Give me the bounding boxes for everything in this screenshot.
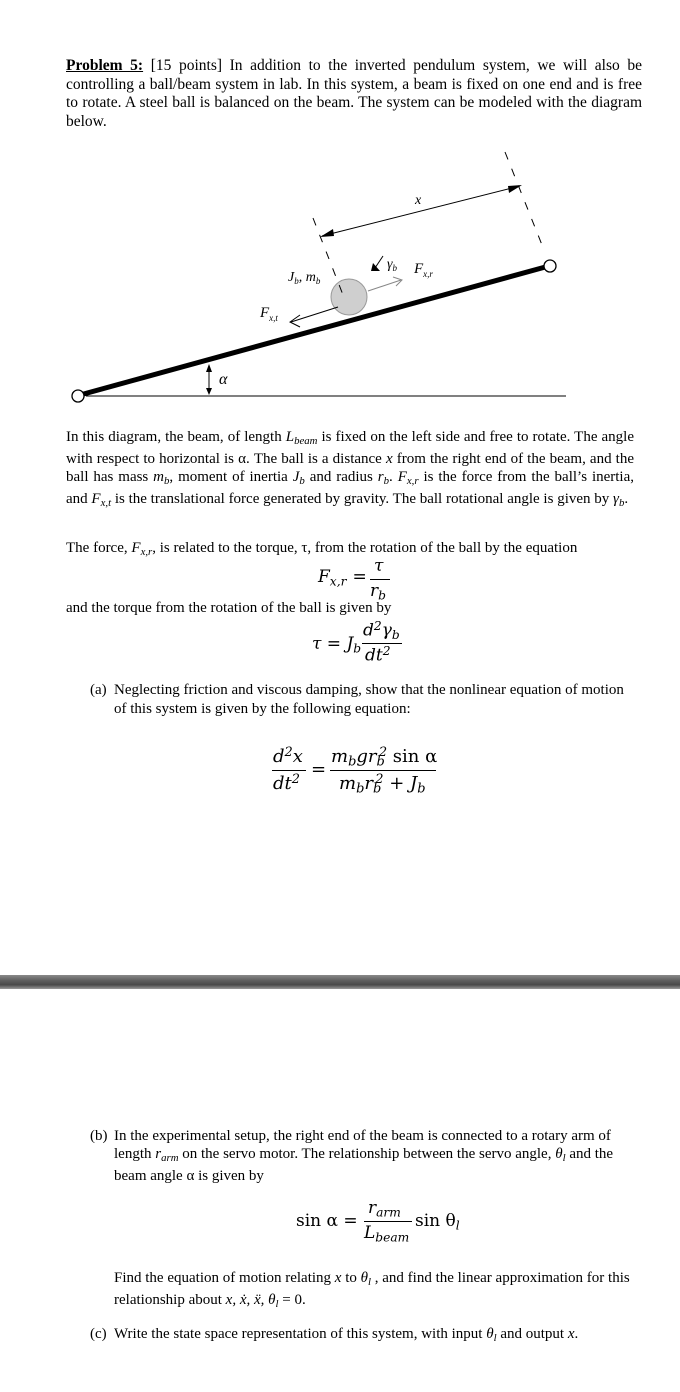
desc-mb: m xyxy=(153,469,165,486)
desc-fxr: F xyxy=(397,469,407,486)
desc-text-5: and radius xyxy=(304,469,378,486)
eq3-dt: dt xyxy=(273,772,292,794)
desc-text-8: is the translational force generated by gravity. The ball rotational angle is given by xyxy=(111,491,614,508)
eq3-dm-sub: b xyxy=(356,781,365,797)
eq4-denominator xyxy=(364,1223,409,1245)
eq2-tau-j: τ = J xyxy=(312,634,354,654)
desc-jb-sub: b xyxy=(299,475,305,488)
eq4-lhs xyxy=(296,1211,358,1231)
force-post: , is related to the torque, τ, from the rotation of the ball by the equation xyxy=(152,540,578,556)
gamma-label: $\gamma_b$ xyxy=(387,257,398,273)
beam xyxy=(80,266,549,395)
eq1-r: r xyxy=(370,581,379,601)
eq1-f: F xyxy=(318,567,330,587)
eq4-numerator xyxy=(368,1198,401,1220)
part-c-theta-sub: l xyxy=(493,1332,497,1345)
eq4-rhs xyxy=(415,1211,460,1233)
desc-lbeam: L xyxy=(285,429,295,445)
fxr-label: $F_{x,r}$ xyxy=(414,261,433,279)
eq2-numerator xyxy=(363,619,400,642)
part-a-label: (a) xyxy=(90,682,107,698)
fxt-label: $F_{x,t}$ xyxy=(260,305,278,323)
eq3-dt-sup: 2 xyxy=(291,772,301,787)
eq4-l: L xyxy=(364,1223,376,1243)
part-c-t3: . xyxy=(574,1326,579,1342)
eq3-m-sub: b xyxy=(348,754,357,770)
alpha-label: α xyxy=(219,371,228,388)
eq2-d: d xyxy=(363,620,374,641)
part-c-t2: and output xyxy=(496,1326,568,1342)
eq1-equals: = xyxy=(352,567,367,587)
eq4-r-sub: arm xyxy=(376,1205,401,1220)
part-b-text-1: In the experimental setup, the right end of the beam is connected to a rotary arm of length xyxy=(114,1128,611,1162)
part-b-theta-sub: l xyxy=(562,1152,566,1165)
fxt-arrow-line xyxy=(291,307,338,322)
part-b-theta: θ xyxy=(555,1146,563,1162)
eq1-numerator: τ xyxy=(374,556,384,576)
alpha-arrow-down xyxy=(206,388,212,395)
desc-fxt-sub: x,t xyxy=(100,497,112,510)
find-theta: θ xyxy=(360,1270,369,1286)
gamma-arrow-line xyxy=(375,256,383,268)
eq3-right-denominator xyxy=(339,772,426,797)
eq3-m: m xyxy=(331,745,349,767)
eq4-fraction-line xyxy=(364,1221,412,1222)
find-t3: , and find the linear approximation for this relationship about xyxy=(114,1270,630,1309)
right-pivot xyxy=(544,260,556,272)
problem-heading: Problem 5: xyxy=(66,57,144,74)
desc-gamma-sub: b xyxy=(618,497,625,510)
eq2-dt-sup: 2 xyxy=(382,644,391,658)
jm-label: $J_b$, $m_b$ xyxy=(288,270,321,286)
eq4-r: r xyxy=(368,1198,377,1218)
eq4-sin-alpha: sin α = xyxy=(296,1211,358,1231)
desc-text-2: is fixed on the left side and free to rotate. The angle with respect to horizontal is α. The ball is a distance xyxy=(66,429,634,468)
left-pivot xyxy=(72,390,84,402)
eq2-j-sub: b xyxy=(353,641,362,656)
eq3-right-numerator xyxy=(331,745,437,770)
x-dim-label: x xyxy=(415,193,422,208)
ball-beam-diagram xyxy=(0,140,680,410)
eq3-dr-sub: b xyxy=(372,781,382,797)
part-b-rarm: r xyxy=(155,1146,162,1162)
desc-fxr-sub: x,r xyxy=(406,475,419,488)
part-c-t1: Write the state space representation of this system, with input xyxy=(114,1326,487,1342)
desc-text-9: . xyxy=(624,491,629,508)
find-t1: Find the equation of motion relating xyxy=(114,1270,335,1286)
eq4-theta-sub: l xyxy=(455,1218,460,1233)
eq4-l-sub: beam xyxy=(375,1230,410,1245)
force-pre: The force, xyxy=(66,540,132,556)
eq1-r-sub: b xyxy=(378,588,386,603)
find-cond: x, ẋ, ẍ, θ xyxy=(225,1292,276,1309)
find-text xyxy=(114,1269,644,1313)
force-f: F xyxy=(131,540,141,556)
force-text xyxy=(66,539,646,562)
desc-text-6: . xyxy=(389,469,398,486)
desc-text-3: from the right end of the beam, and the ball has mass xyxy=(66,451,634,486)
eq3-x: x xyxy=(292,745,303,767)
gamma-arrow-head xyxy=(371,263,380,271)
eq2-d-sup: 2 xyxy=(373,619,382,633)
page-divider xyxy=(0,975,680,989)
diagram-description xyxy=(66,428,634,513)
find-cond-sub: l xyxy=(275,1298,279,1311)
desc-rb-sub: b xyxy=(383,475,390,488)
eq3-right-fraction-line xyxy=(330,770,436,771)
eq3-dm: m xyxy=(339,772,357,794)
find-theta-sub: l xyxy=(368,1276,372,1289)
find-t2: to xyxy=(341,1270,361,1286)
eq3-plus-j: + J xyxy=(383,772,418,794)
eq1-fraction-line xyxy=(370,579,390,580)
part-b-label: (b) xyxy=(90,1128,108,1144)
torque-text: and the torque from the rotation of the ball is given by xyxy=(66,600,392,616)
x-arrow-left xyxy=(320,229,334,237)
part-b-rarm-sub: arm xyxy=(161,1152,179,1165)
eq3-r-sup: 2 xyxy=(378,745,388,760)
eq2-lhs xyxy=(312,634,361,656)
eq2-dt: dt xyxy=(365,645,383,666)
desc-text-4: , moment of inertia xyxy=(169,469,293,486)
part-a-text: Neglecting friction and viscous damping, show that the nonlinear equation of motion of this system is given by the following equation: xyxy=(114,682,624,717)
desc-lbeam-sub: beam xyxy=(294,435,318,448)
part-b-text-3: and the beam angle α is given by xyxy=(114,1146,614,1185)
problem-intro xyxy=(66,57,642,131)
force-f-sub: x,r xyxy=(140,546,153,559)
desc-fxt: F xyxy=(91,491,101,508)
find-cond-end: = 0. xyxy=(278,1292,306,1309)
eq3-left-numerator xyxy=(273,745,303,767)
ball-extension-line xyxy=(313,218,345,300)
find-x: x xyxy=(334,1270,342,1286)
part-b-text-2: on the servo motor. The relationship between the servo angle, xyxy=(178,1146,556,1162)
eq3-equals: = xyxy=(311,759,327,780)
eq2-denominator xyxy=(365,644,391,666)
desc-text-7: is the force from the ball’s inertia, and xyxy=(66,469,635,508)
problem-intro-text: [15 points] In addition to the inverted pendulum system, we will also be controlling a ball/beam system in lab. In this system, a beam is fixed on one end and is free to rotate. A steel ball is balanced on the beam. The system can be modeled with the diagram below. xyxy=(66,57,642,130)
eq2-gamma-sub: b xyxy=(391,628,400,643)
eq3-dr-sup: 2 xyxy=(375,772,384,787)
part-c-text xyxy=(114,1325,654,1348)
eq3-j-sub: b xyxy=(417,781,426,797)
eq3-gr: gr xyxy=(356,745,377,767)
part-b-text xyxy=(114,1127,644,1185)
eq3-r-sub: b xyxy=(376,754,385,770)
desc-mb-sub: b xyxy=(164,475,170,488)
alpha-arrow-up xyxy=(206,364,212,372)
part-c-x: x xyxy=(567,1326,575,1342)
part-c-theta: θ xyxy=(486,1326,494,1342)
eq1-lhs xyxy=(318,567,367,589)
desc-text-1: In this diagram, the beam, of length xyxy=(66,429,286,445)
eq3-d-sup: 2 xyxy=(284,745,293,760)
desc-x: x xyxy=(385,451,393,468)
desc-gamma: γ xyxy=(613,491,619,508)
eq3-left-fraction-line xyxy=(272,770,306,771)
eq3-sin-alpha: sin α xyxy=(387,745,438,767)
eq3-dr: r xyxy=(364,772,373,794)
eq1-f-sub: x,r xyxy=(329,574,347,589)
eq3-left-denominator xyxy=(273,772,300,794)
desc-jb: J xyxy=(292,469,300,486)
eq2-gamma: γ xyxy=(381,620,392,641)
eq3-d: d xyxy=(273,745,285,767)
ball xyxy=(331,279,367,315)
end-extension-line xyxy=(505,152,544,250)
desc-rb: r xyxy=(377,469,384,486)
part-c-label: (c) xyxy=(90,1326,107,1342)
eq4-sin-theta: sin θ xyxy=(415,1211,456,1231)
